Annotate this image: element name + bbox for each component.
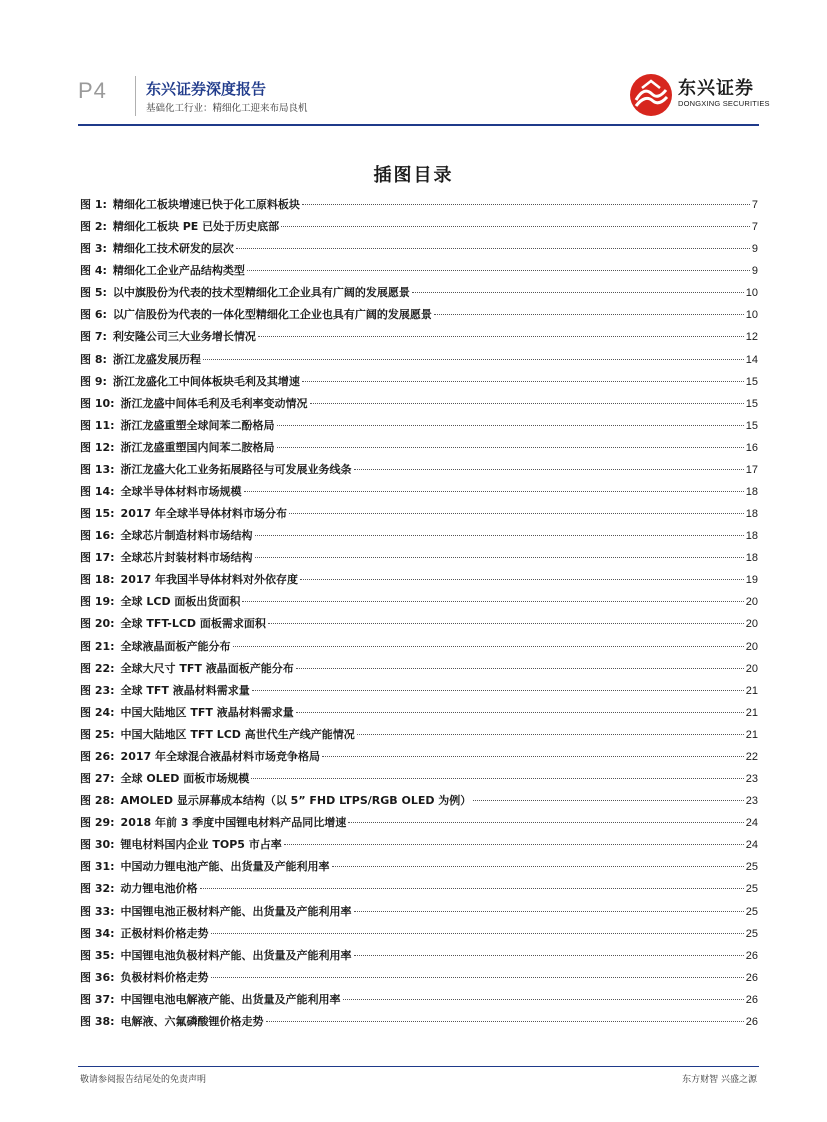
toc-entry-page: 15 [745, 419, 758, 432]
toc-entry-title: 浙江龙盛发展历程 [112, 352, 201, 366]
toc-entry-label: 图 28: [80, 794, 115, 808]
toc-entry[interactable] [80, 571, 758, 593]
toc-entry-title: 浙江龙盛大化工业务拓展路径与可发展业务线条 [120, 462, 352, 476]
toc-dot-leader [357, 734, 744, 735]
toc-entry-title: 全球芯片制造材料市场结构 [120, 529, 253, 543]
toc-entry-page: 18 [745, 552, 758, 565]
toc-entry-page: 18 [745, 508, 758, 521]
toc-entry[interactable] [80, 373, 758, 395]
toc-dot-leader [203, 359, 744, 360]
toc-entry-title: 以广信股份为代表的一体化型精细化工企业也具有广阔的发展愿景 [112, 308, 432, 322]
toc-entry-label: 图 33: [80, 904, 115, 918]
toc-entry-title: 浙江龙盛中间体毛利及毛利率变动情况 [120, 396, 308, 410]
toc-entry[interactable] [80, 483, 758, 505]
toc-entry-label: 图 25: [80, 727, 115, 741]
toc-entry[interactable] [80, 660, 758, 682]
toc-entry-label: 图 15: [80, 507, 115, 521]
toc-dot-leader [300, 579, 744, 580]
toc-entry[interactable] [80, 218, 758, 240]
toc-entry-title: 中国锂电池电解液产能、出货量及产能利用率 [120, 992, 341, 1006]
toc-entry-title: 全球芯片封装材料市场结构 [120, 551, 253, 565]
toc-dot-leader [284, 844, 744, 845]
toc-entry-title: 全球 OLED 面板市场规模 [120, 772, 250, 786]
toc-entry-page: 21 [745, 706, 758, 719]
toc-entry[interactable] [80, 593, 758, 615]
toc-entry-label: 图 31: [80, 860, 115, 874]
toc-entry-title: AMOLED 显示屏幕成本结构（以 5” FHD LTPS/RGB OLED 为例） [120, 794, 472, 808]
toc-dot-leader [473, 800, 743, 801]
toc-entry[interactable] [80, 439, 758, 461]
footer-disclaimer: 敬请参阅报告结尾处的免责声明 [80, 1075, 207, 1085]
toc-entry-page: 20 [745, 596, 758, 609]
toc-entry-title: 精细化工技术研发的层次 [112, 242, 234, 256]
toc-entry-page: 18 [745, 530, 758, 543]
toc-entry-page: 23 [745, 795, 758, 808]
toc-entry-page: 15 [745, 397, 758, 410]
toc-entry-label: 图 22: [80, 661, 115, 675]
toc-entry-title: 浙江龙盛重塑国内间苯二胺格局 [120, 440, 275, 454]
toc-entry[interactable] [80, 351, 758, 373]
toc-dot-leader [247, 270, 750, 271]
toc-entry[interactable] [80, 395, 758, 417]
toc-entry-label: 图 1: [80, 198, 107, 211]
toc-dot-leader [211, 977, 744, 978]
toc-entry-page: 26 [745, 1015, 758, 1028]
toc-entry-label: 图 17: [80, 551, 115, 565]
toc-entry-page: 21 [745, 684, 758, 697]
toc-entry-label: 图 6: [80, 308, 107, 322]
page-header [0, 0, 827, 130]
toc-dot-leader [277, 425, 744, 426]
toc-entry[interactable] [80, 858, 758, 880]
toc-entry-title: 正极材料价格走势 [120, 926, 209, 940]
toc-entry-label: 图 29: [80, 816, 115, 830]
toc-dot-leader [302, 204, 750, 205]
report-subtitle: 基础化工行业：精细化工迎来布局良机 [146, 103, 308, 114]
toc-entry-title: 2017 年全球混合液晶材料市场竞争格局 [120, 749, 320, 763]
toc-entry-label: 图 26: [80, 749, 115, 763]
toc-entry[interactable] [80, 527, 758, 549]
toc-entry[interactable] [80, 549, 758, 571]
toc-entry[interactable] [80, 991, 758, 1013]
toc-entry[interactable] [80, 615, 758, 637]
header-rule [78, 124, 759, 126]
toc-entry-title: 精细化工板块增速已快于化工原料板块 [112, 198, 300, 211]
toc-entry[interactable] [80, 505, 758, 527]
toc-entry[interactable] [80, 880, 758, 902]
toc-entry[interactable] [80, 792, 758, 814]
toc-entry[interactable] [80, 682, 758, 704]
toc-dot-leader [412, 292, 744, 293]
dongxing-logo-icon [628, 72, 674, 118]
toc-dot-leader [302, 381, 744, 382]
toc-entry-label: 图 30: [80, 838, 115, 852]
toc-entry-page: 21 [745, 728, 758, 741]
company-logo [628, 72, 770, 118]
toc-title: 插图目录 [373, 165, 454, 186]
toc-entry[interactable] [80, 704, 758, 726]
toc-dot-leader [296, 712, 744, 713]
toc-entry-page: 16 [745, 441, 758, 454]
toc-entry-label: 图 9: [80, 374, 107, 388]
toc-entry-page: 7 [751, 221, 758, 234]
footer-slogan: 东方财智 兴盛之源 [682, 1075, 757, 1085]
toc-entry[interactable] [80, 284, 758, 306]
figure-list [80, 196, 758, 1035]
toc-entry-label: 图 3: [80, 242, 107, 256]
toc-entry[interactable] [80, 903, 758, 925]
toc-dot-leader [296, 668, 744, 669]
toc-dot-leader [244, 491, 744, 492]
toc-entry-page: 9 [751, 265, 758, 278]
toc-entry-page: 26 [745, 993, 758, 1006]
toc-entry-page: 25 [745, 905, 758, 918]
toc-dot-leader [252, 690, 744, 691]
toc-entry-title: 2018 年前 3 季度中国锂电材料产品同比增速 [120, 816, 347, 830]
toc-entry-label: 图 4: [80, 264, 107, 278]
toc-entry-label: 图 2: [80, 220, 107, 234]
toc-entry-page: 26 [745, 949, 758, 962]
toc-entry-label: 图 13: [80, 462, 115, 476]
toc-dot-leader [233, 646, 744, 647]
toc-entry-label: 图 21: [80, 639, 115, 653]
toc-dot-leader [332, 866, 744, 867]
toc-entry-title: 全球半导体材料市场规模 [120, 485, 242, 499]
toc-entry-label: 图 11: [80, 418, 115, 432]
toc-entry[interactable] [80, 836, 758, 858]
toc-entry-page: 15 [745, 375, 758, 388]
toc-entry-title: 全球 TFT-LCD 面板需求面积 [120, 617, 266, 631]
toc-entry-page: 14 [745, 353, 758, 366]
toc-entry[interactable] [80, 748, 758, 770]
toc-dot-leader [200, 888, 744, 889]
toc-dot-leader [322, 756, 744, 757]
toc-dot-leader [434, 314, 744, 315]
toc-entry-label: 图 32: [80, 882, 115, 896]
toc-dot-leader [281, 226, 750, 227]
toc-dot-leader [354, 469, 744, 470]
toc-entry-title: 全球大尺寸 TFT 液晶面板产能分布 [120, 661, 294, 675]
toc-entry[interactable] [80, 925, 758, 947]
toc-dot-leader [354, 955, 744, 956]
toc-entry-page: 9 [751, 243, 758, 256]
footer-rule [78, 1066, 759, 1067]
toc-entry[interactable] [80, 328, 758, 350]
toc-entry-label: 图 38: [80, 1014, 115, 1028]
toc-dot-leader [277, 447, 744, 448]
toc-entry[interactable] [80, 262, 758, 284]
toc-entry[interactable] [80, 417, 758, 439]
toc-dot-leader [289, 513, 744, 514]
toc-entry-page: 18 [745, 486, 758, 499]
toc-entry[interactable] [80, 770, 758, 792]
toc-entry-title: 2017 年我国半导体材料对外依存度 [120, 573, 298, 587]
toc-entry[interactable] [80, 196, 758, 218]
toc-entry-title: 全球液晶面板产能分布 [120, 639, 231, 653]
toc-dot-leader [236, 248, 750, 249]
toc-dot-leader [354, 911, 744, 912]
toc-entry-label: 图 19: [80, 595, 115, 609]
toc-entry-title: 全球 TFT 液晶材料需求量 [120, 683, 250, 697]
toc-entry[interactable] [80, 814, 758, 836]
toc-dot-leader [310, 403, 744, 404]
toc-entry-title: 精细化工板块 PE 已处于历史底部 [112, 220, 280, 234]
toc-entry-title: 中国动力锂电池产能、出货量及产能利用率 [120, 860, 330, 874]
toc-dot-leader [268, 623, 744, 624]
toc-entry-label: 图 16: [80, 529, 115, 543]
toc-dot-leader [211, 933, 744, 934]
toc-entry-label: 图 35: [80, 948, 115, 962]
toc-entry-label: 图 10: [80, 396, 115, 410]
toc-entry-page: 23 [745, 773, 758, 786]
toc-entry[interactable] [80, 947, 758, 969]
toc-entry-label: 图 8: [80, 352, 107, 366]
toc-entry-title: 利安隆公司三大业务增长情况 [112, 330, 256, 344]
toc-entry-label: 图 24: [80, 705, 115, 719]
page-number: P4 [78, 78, 107, 103]
toc-entry-page: 10 [745, 309, 758, 322]
toc-entry-label: 图 27: [80, 772, 115, 786]
toc-entry-page: 20 [745, 618, 758, 631]
toc-entry-page: 25 [745, 883, 758, 896]
toc-entry-title: 全球 LCD 面板出货面积 [120, 595, 241, 609]
toc-entry-page: 25 [745, 861, 758, 874]
toc-entry-page: 10 [745, 287, 758, 300]
report-title: 东兴证券深度报告 [146, 80, 267, 98]
toc-entry-title: 负极材料价格走势 [120, 970, 209, 984]
toc-dot-leader [343, 999, 744, 1000]
toc-dot-leader [255, 557, 744, 558]
toc-entry-page: 20 [745, 640, 758, 653]
toc-entry-page: 20 [745, 662, 758, 675]
toc-entry-label: 图 18: [80, 573, 115, 587]
toc-entry[interactable] [80, 726, 758, 748]
toc-entry-label: 图 7: [80, 330, 107, 344]
toc-entry-page: 24 [745, 839, 758, 852]
toc-entry-label: 图 36: [80, 970, 115, 984]
toc-dot-leader [348, 822, 743, 823]
logo-english-name: DONGXING SECURITIES [678, 99, 770, 108]
toc-entry-title: 中国大陆地区 TFT 液晶材料需求量 [120, 705, 294, 719]
toc-entry-page: 17 [745, 463, 758, 476]
toc-entry-page: 26 [745, 971, 758, 984]
toc-entry-label: 图 12: [80, 440, 115, 454]
toc-entry-title: 动力锂电池价格 [120, 882, 198, 896]
toc-entry[interactable] [80, 969, 758, 991]
toc-entry-title: 中国大陆地区 TFT LCD 高世代生产线产能情况 [120, 727, 355, 741]
toc-entry-title: 中国锂电池正极材料产能、出货量及产能利用率 [120, 904, 352, 918]
toc-entry-label: 图 34: [80, 926, 115, 940]
toc-entry-page: 7 [751, 199, 758, 211]
toc-entry-page: 25 [745, 927, 758, 940]
toc-entry-title: 2017 年全球半导体材料市场分布 [120, 507, 287, 521]
toc-entry-page: 12 [745, 331, 758, 344]
toc-entry-title: 精细化工企业产品结构类型 [112, 264, 245, 278]
toc-dot-leader [266, 1021, 744, 1022]
toc-entry[interactable] [80, 461, 758, 483]
toc-entry-title: 浙江龙盛化工中间体板块毛利及其增速 [112, 374, 300, 388]
toc-entry-page: 24 [745, 817, 758, 830]
toc-entry[interactable] [80, 1013, 758, 1035]
toc-entry-title: 浙江龙盛重塑全球间苯二酚格局 [120, 418, 275, 432]
toc-entry-page: 19 [745, 574, 758, 587]
toc-dot-leader [258, 336, 744, 337]
toc-entry-label: 图 20: [80, 617, 115, 631]
toc-dot-leader [242, 601, 743, 602]
toc-entry[interactable] [80, 638, 758, 660]
toc-dot-leader [251, 778, 744, 779]
toc-entry-label: 图 37: [80, 992, 115, 1006]
toc-dot-leader [255, 535, 744, 536]
toc-entry-title: 电解液、六氟磷酸锂价格走势 [120, 1014, 264, 1028]
toc-entry-title: 以中旗股份为代表的技术型精细化工企业具有广阔的发展愿景 [112, 286, 410, 300]
header-divider [135, 76, 136, 116]
toc-entry-title: 中国锂电池负极材料产能、出货量及产能利用率 [120, 948, 352, 962]
toc-entry-label: 图 5: [80, 286, 107, 300]
toc-entry-label: 图 14: [80, 485, 115, 499]
toc-entry[interactable] [80, 240, 758, 262]
logo-chinese-name: 东兴证券 [678, 78, 754, 99]
toc-entry-label: 图 23: [80, 683, 115, 697]
toc-entry-title: 锂电材料国内企业 TOP5 市占率 [120, 838, 282, 852]
toc-entry[interactable] [80, 306, 758, 328]
toc-entry-page: 22 [745, 750, 758, 763]
